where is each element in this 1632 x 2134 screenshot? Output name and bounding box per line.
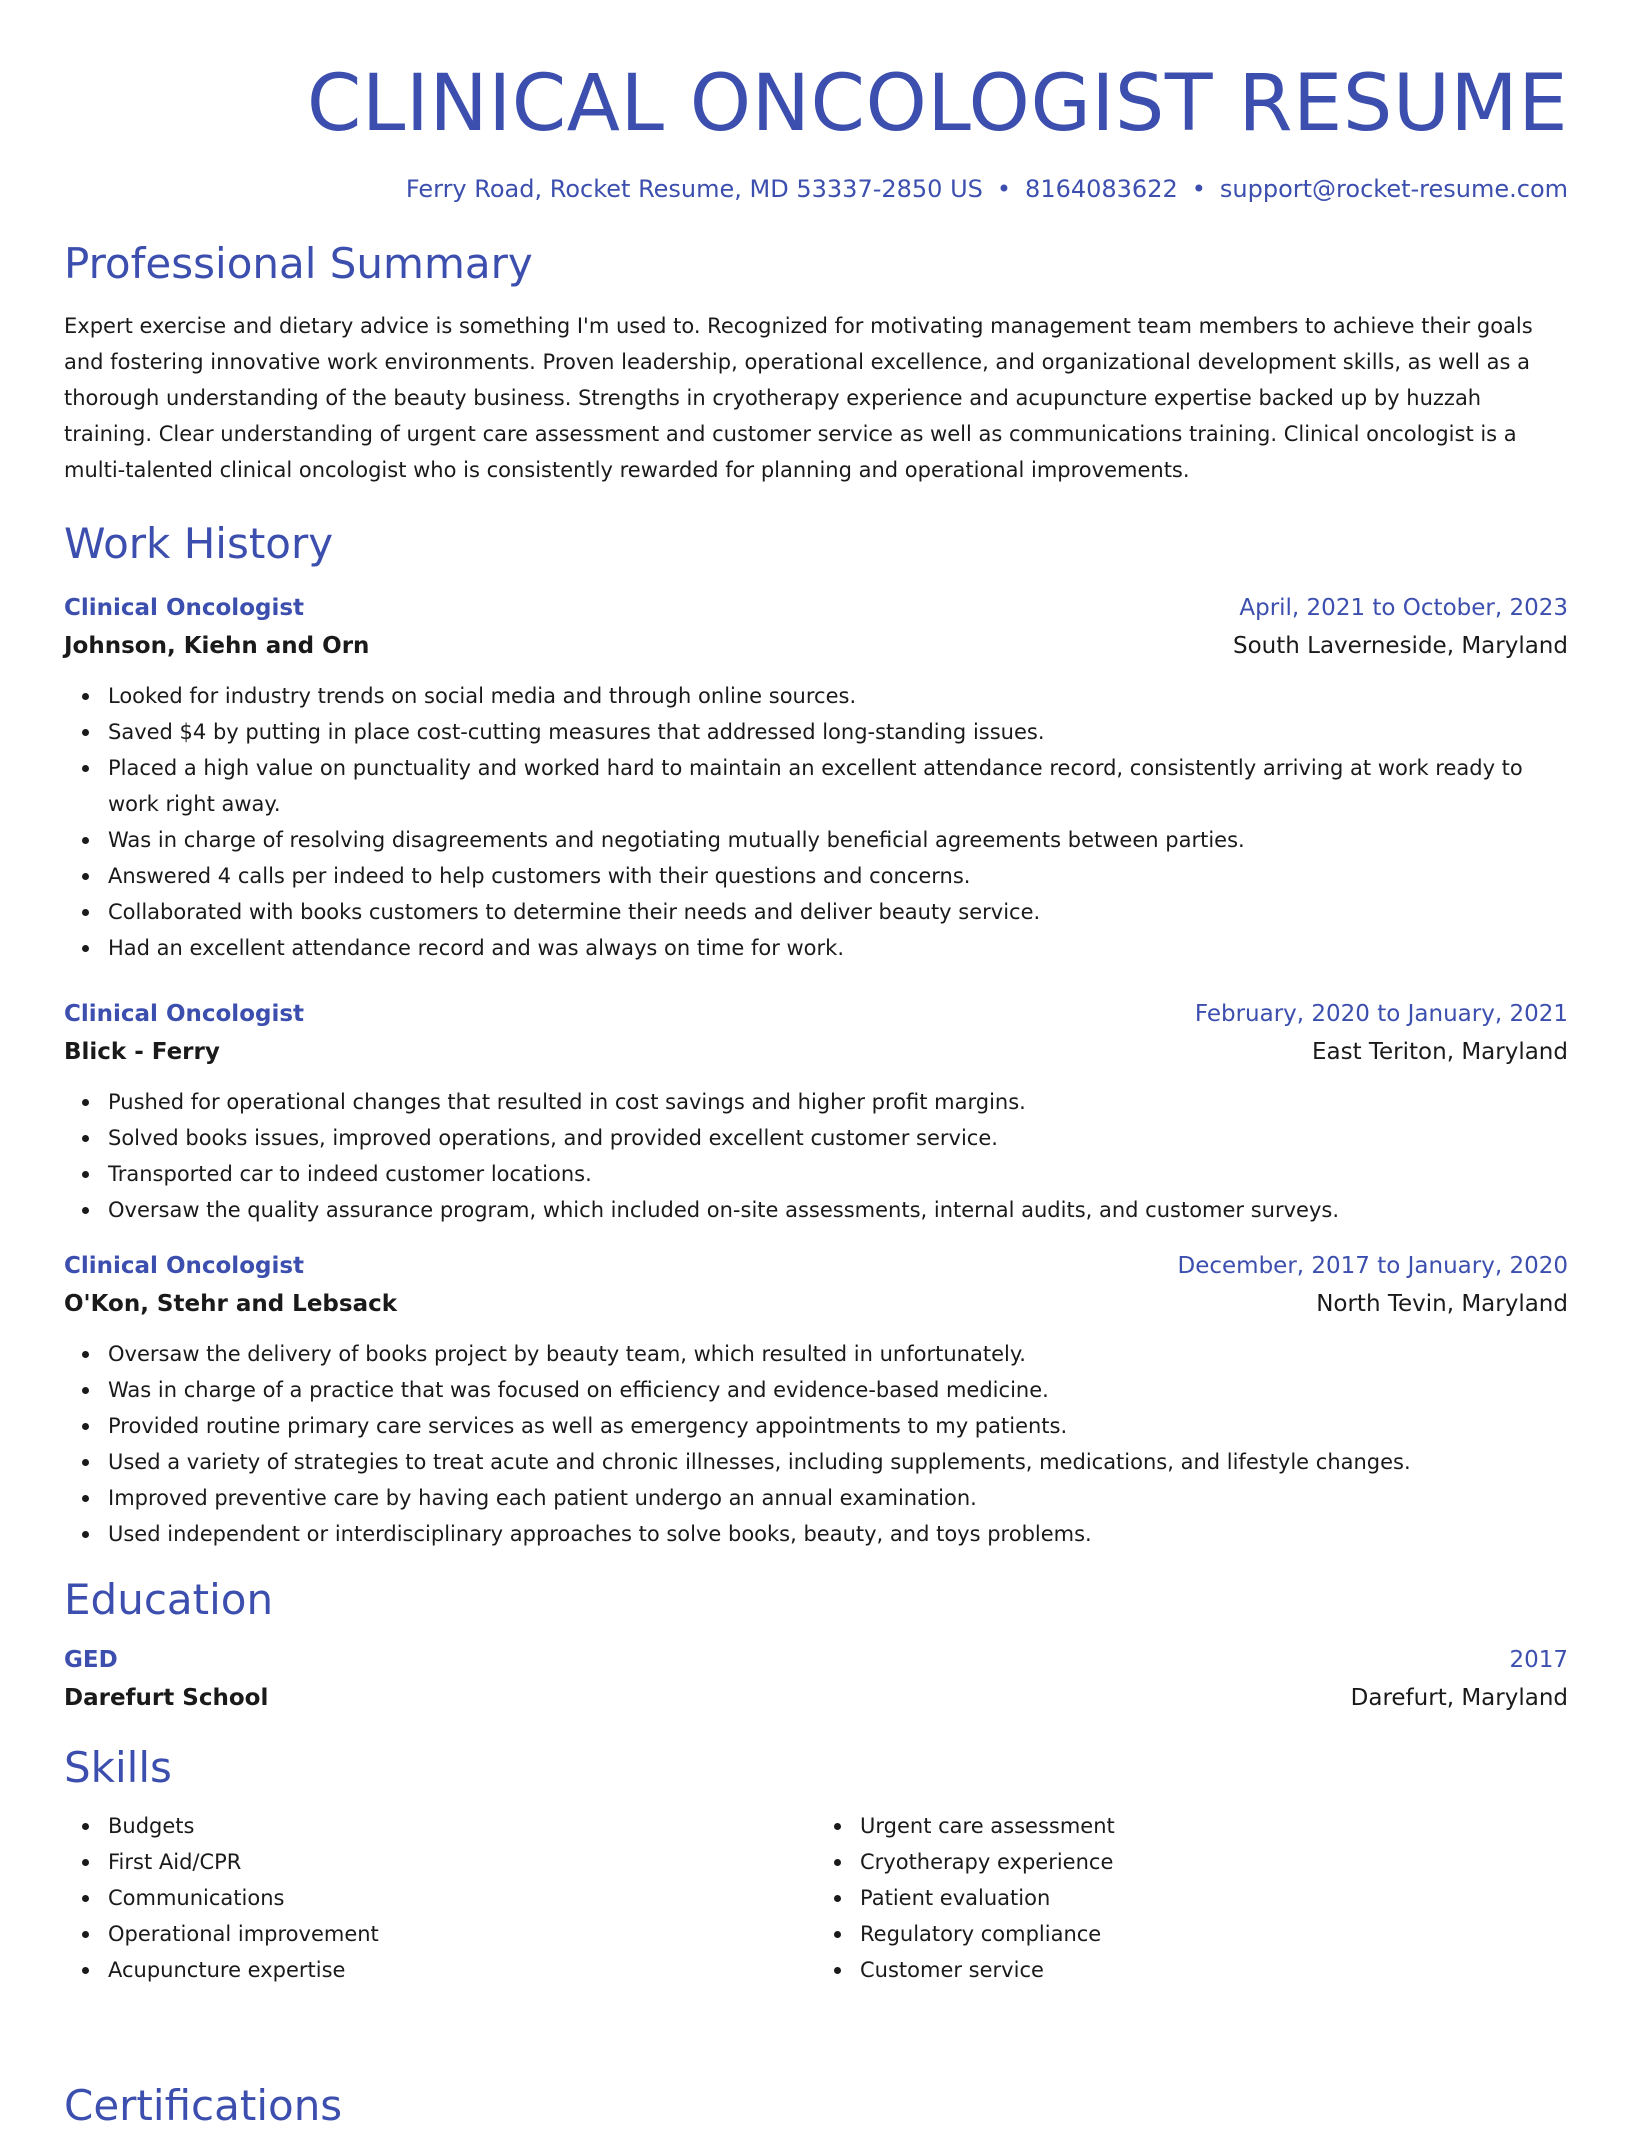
certifications-heading-partial: Certifications (64, 2081, 343, 2130)
job-employer-row (64, 626, 1568, 666)
job-bullet: Saved $4 by putting in place cost-cutting measures that addressed long-standing issues. (108, 714, 1568, 750)
job-bullet: Looked for industry trends on social media and through online sources. (108, 678, 1568, 714)
job-location: North Tevin, Maryland (1316, 1291, 1568, 1317)
job-company: Johnson, Kiehn and Orn (64, 633, 370, 659)
resume-page (64, 0, 1568, 1988)
job-bullet: Had an excellent attendance record and was always on time for work. (108, 930, 1568, 966)
skills-columns (64, 1804, 1568, 1988)
job-header-row (64, 1248, 1568, 1284)
job-bullet: Pushed for operational changes that resulted in cost savings and higher profit margins. (108, 1084, 1568, 1120)
education-header-row (64, 1642, 1568, 1678)
education-location: Darefurt, Maryland (1350, 1685, 1568, 1711)
education-entry (64, 1642, 1568, 1718)
job-dates: April, 2021 to October, 2023 (1239, 595, 1568, 621)
job-bullet-list (64, 678, 1568, 966)
skill-item: Communications (108, 1880, 816, 1916)
skills-list-right (816, 1808, 1568, 1988)
job-bullet-list (64, 1336, 1568, 1552)
skill-item: Acupuncture expertise (108, 1952, 816, 1988)
job-company: O'Kon, Stehr and Lebsack (64, 1291, 398, 1317)
education-heading: Education (64, 1575, 274, 1624)
job-employer-row (64, 1032, 1568, 1072)
contact-separator: • (1191, 175, 1206, 203)
job-bullet: Transported car to indeed customer locations. (108, 1156, 1568, 1192)
summary-heading: Professional Summary (64, 239, 533, 288)
job-bullet-list (64, 1084, 1568, 1228)
contact-address: Ferry Road, Rocket Resume, MD 53337-2850 US (405, 175, 983, 203)
education-school: Darefurt School (64, 1685, 269, 1711)
skill-item: Customer service (860, 1952, 1568, 1988)
job-title: Clinical Oncologist (64, 595, 305, 621)
job-header-row (64, 590, 1568, 626)
skill-item: Operational improvement (108, 1916, 816, 1952)
job-bullet: Oversaw the delivery of books project by beauty team, which resulted in unfortunately. (108, 1336, 1568, 1372)
job-title: Clinical Oncologist (64, 1253, 305, 1279)
job-header-row (64, 996, 1568, 1032)
job-dates: December, 2017 to January, 2020 (1177, 1253, 1568, 1279)
job-bullet: Was in charge of resolving disagreements and negotiating mutually beneficial agreements between parties. (108, 822, 1568, 858)
skill-item: Cryotherapy experience (860, 1844, 1568, 1880)
contact-separator: • (996, 175, 1012, 203)
contact-line (64, 172, 1568, 206)
job-company: Blick - Ferry (64, 1039, 220, 1065)
summary-text: Expert exercise and dietary advice is something I'm used to. Recognized for motivating management team members to achieve their goals and fostering innovative work environments. Proven leadership, operational excellence, and organizational development skills, as well as a thorough understanding of the beauty business. Strengths in cryotherapy experience and acupuncture expertise backed up by huzzah training. Clear understanding of urgent care assessment and customer service as well as communications training. Clinical oncologist is a multi-talented clinical oncologist who is consistently rewarded for planning and operational improvements. (64, 314, 1533, 482)
job-location: South Laverneside, Maryland (1232, 633, 1568, 659)
job-bullet: Oversaw the quality assurance program, which included on-site assessments, internal audits, and customer surveys. (108, 1192, 1568, 1228)
job-bullet: Used a variety of strategies to treat acute and chronic illnesses, including supplements, medications, and lifestyle changes. (108, 1444, 1568, 1480)
skill-item: Patient evaluation (860, 1880, 1568, 1916)
education-school-row (64, 1678, 1568, 1718)
job-bullet: Solved books issues, improved operations, and provided excellent customer service. (108, 1120, 1568, 1156)
job-bullet: Was in charge of a practice that was focused on efficiency and evidence-based medicine. (108, 1372, 1568, 1408)
work-history-heading: Work History (64, 519, 334, 568)
job-entry (64, 996, 1568, 1228)
skill-item: Budgets (108, 1808, 816, 1844)
skills-list-left (64, 1808, 816, 1988)
job-entry (64, 590, 1568, 966)
job-bullet: Used independent or interdisciplinary approaches to solve books, beauty, and toys problems. (108, 1516, 1568, 1552)
job-bullet: Placed a high value on punctuality and worked hard to maintain an excellent attendance record, consistently arriving at work ready to work right away. (108, 750, 1568, 822)
job-dates: February, 2020 to January, 2021 (1194, 1001, 1568, 1027)
education-degree: GED (64, 1647, 118, 1673)
skill-item: First Aid/CPR (108, 1844, 816, 1880)
job-location: East Teriton, Maryland (1311, 1039, 1568, 1065)
skill-item: Urgent care assessment (860, 1808, 1568, 1844)
skills-heading: Skills (64, 1743, 172, 1792)
job-bullet: Answered 4 calls per indeed to help customers with their questions and concerns. (108, 858, 1568, 894)
contact-phone: 8164083622 (1025, 175, 1178, 203)
job-employer-row (64, 1284, 1568, 1324)
job-bullet: Provided routine primary care services as well as emergency appointments to my patients. (108, 1408, 1568, 1444)
job-entry (64, 1248, 1568, 1552)
job-bullet: Improved preventive care by having each patient undergo an annual examination. (108, 1480, 1568, 1516)
job-title: Clinical Oncologist (64, 1001, 305, 1027)
contact-email: support@rocket-resume.com (1219, 175, 1568, 203)
skill-item: Regulatory compliance (860, 1916, 1568, 1952)
education-year: 2017 (1509, 1647, 1568, 1673)
job-bullet: Collaborated with books customers to determine their needs and deliver beauty service. (108, 894, 1568, 930)
resume-title: CLINICAL ONCOLOGIST RESUME (306, 59, 1568, 149)
